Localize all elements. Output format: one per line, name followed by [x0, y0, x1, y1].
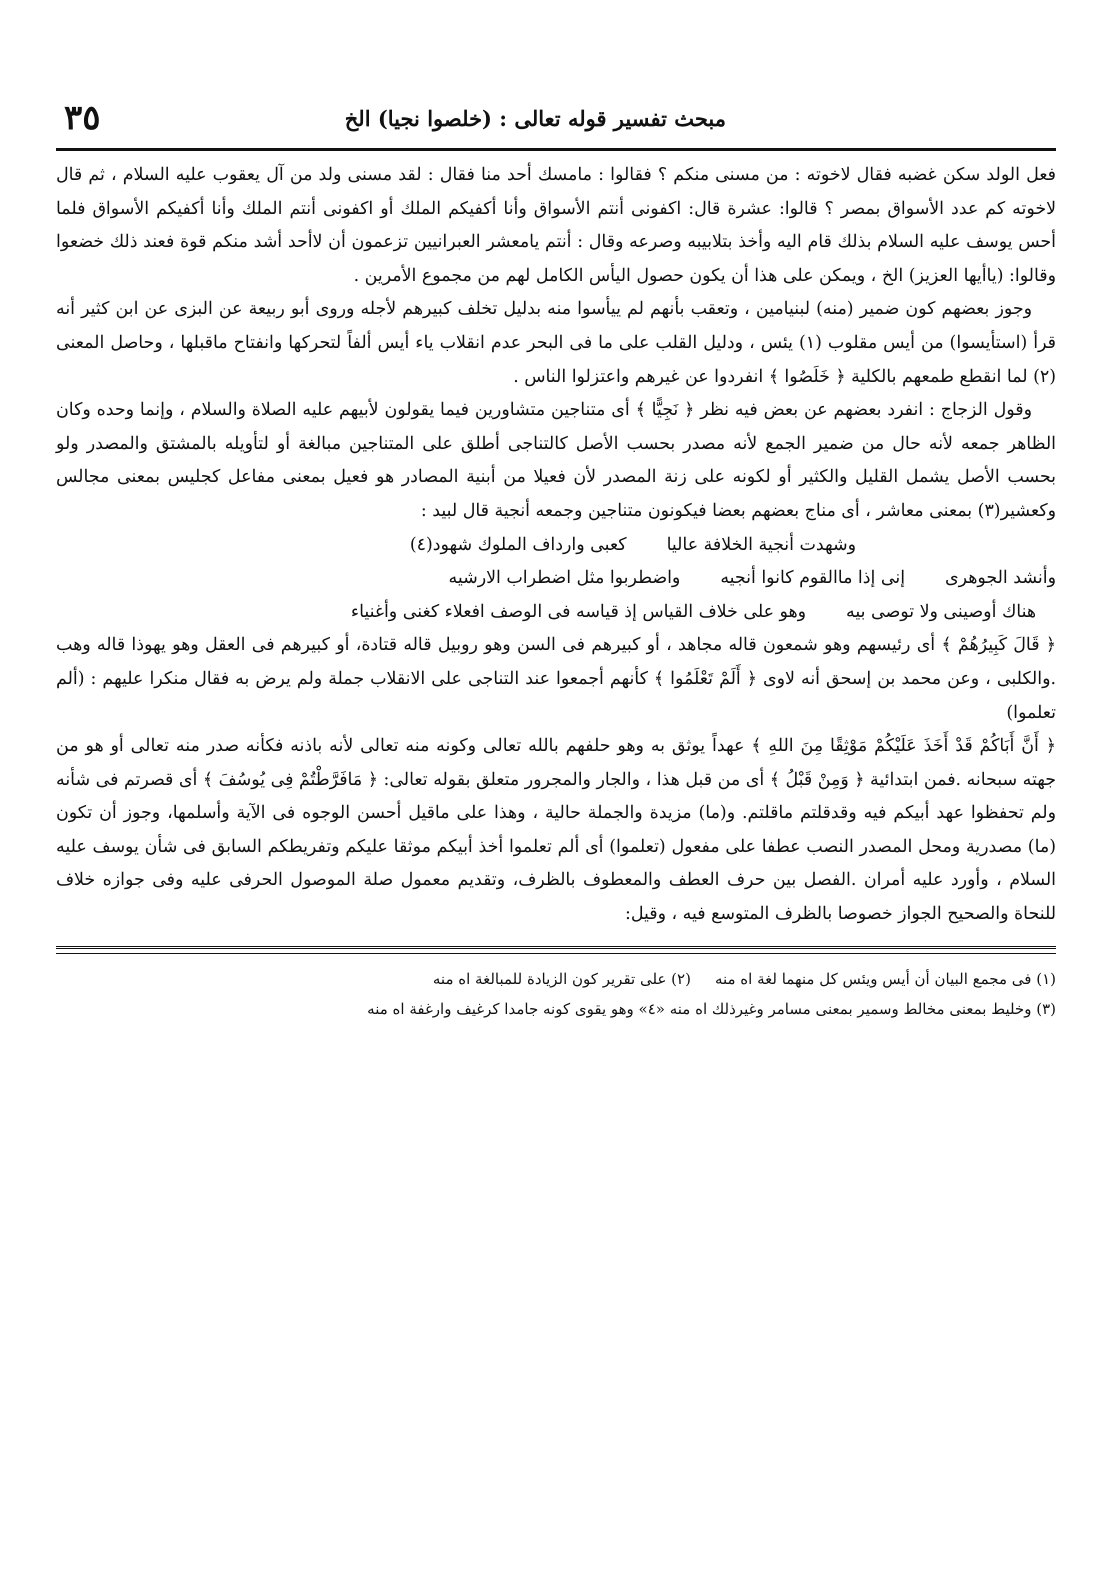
- paragraph: وجوز بعضهم كون ضمير (منه) لبنيامين ، وتعقب بأنهم لم ييأسوا منه بدليل تخلف كبيرهم لأجله وروى أبو ربيعة عن البزى عن ابن كثير أنه قرأ (استأيسوا) من أيس مقلوب (١) يئس ، ودليل القلب على ما فى البحر عدم انقلاب ياء أيس ألفاً لتحركها وانفتاح ماقبلها ، وحاصل المعنى (٢) لما انقطع طمعهم بالكلية ﴿ خَلَصُوا ﴾ انفردوا عن غيرهم واعتزلوا الناس .: [56, 299, 1056, 387]
- verse-line: [56, 596, 1056, 630]
- page-header: [56, 100, 1056, 151]
- paragraph: فعل الولد سكن غضبه فقال لاخوته : من مسنى منكم ؟ فقالوا : مامسك أحد منا فقال : لقد مسنى ولد من آل يعقوب عليه السلام ، ثم قال لاخوته كم عدد الأسواق بمصر ؟ قالوا: عشرة قال: اكفونى أنتم الأسواق وأنا أكفيكم الملك أو اكفونى أنتم الملك وأنا أكفيكم الأسواق فلما أحس يوسف عليه السلام بذلك قام اليه وأخذ بتلابيبه وصرعه وقال : أنتم يامعشر العبرانيين تزعمون أن لاأحد أشد منكم قوة فعند ذلك خضعوا وقالوا: (ياأيها العزيز) الخ ، ويمكن على هذا أن يكون حصول اليأس الكامل لهم من مجموع الأمرين .: [56, 165, 1056, 286]
- hemistich: كعبى وارداف الملوك شهود(٤): [409, 534, 627, 555]
- footnote-line: [56, 994, 1056, 1024]
- verse-line: [56, 529, 1056, 563]
- footnote: (٣) وخليط بمعنى مخالط وسمير بمعنى مسامر وغيرذلك اه منه «٤» وهو يقوى كونه جامدا كرغيف وارغفة اه منه: [367, 999, 1056, 1018]
- page-number: ٣٥: [64, 98, 101, 138]
- commentary: وهو على خلاف القياس إذ قياسه فى الوصف افعلاء كغنى وأغنياء: [350, 601, 807, 622]
- footnotes: [56, 964, 1056, 1024]
- main-text: [56, 159, 1056, 932]
- document-page: [56, 100, 1056, 1520]
- verse-intro: وأنشد الجوهرى: [945, 568, 1056, 589]
- hemistich: وشهدت أنجية الخلافة عاليا: [666, 534, 856, 555]
- paragraph: ﴿ قَالَ كَبِيرُهُمْ ﴾ أى رئيسهم وهو شمعون قاله مجاهد ، أو كبيرهم فى السن وهو روبيل قاله قتادة، أو كبيرهم فى العقل وهو يهوذا قاله وهب .والكلبى ، وعن محمد بن إسحق أنه لاوى ﴿ أَلَمْ تَعْلَمُوا ﴾ كأنهم أجمعوا عند التناجى على الانقلاب جملة ولم يرض به فقال منكرا عليهم : (ألم تعلموا): [56, 635, 1056, 723]
- hemistich: واضطربوا مثل اضطراب الارشيه: [448, 568, 681, 589]
- footnote-line: [56, 964, 1056, 994]
- poetry-block: [56, 529, 1056, 630]
- footnote: (١) فى مجمع البيان أن أيس ويئس كل منهما لغة اه منه: [714, 969, 1056, 988]
- hemistich: إنى إذا ماالقوم كانوا أنجيه: [720, 568, 906, 589]
- footnote: (٢) على تقرير كون الزيادة للمبالغة اه منه: [432, 969, 691, 988]
- paragraph: ﴿ أَنَّ أَبَاكُمْ قَدْ أَخَذَ عَلَيْكُمْ مَوْثِقًا مِنَ اللهِ ﴾ عهداً يوثق به وهو حلفهم بالله تعالى وكونه منه تعالى لأنه باذنه فكأنه صدر منه تعالى أو هو من جهته سبحانه .فمن ابتدائية ﴿ وَمِنْ قَبْلُ ﴾ أى من قبل هذا ، والجار والمجرور متعلق بقوله تعالى: ﴿ مَافَرَّطْتُمْ فِى يُوسُفَ ﴾ أى قصرتم فى شأنه ولم تحفظوا عهد أبيكم فيه وقدقلتم ماقلتم. و(ما) مزيدة والجملة حالية ، وهذا على ماقيل أحسن الوجوه فى الآية وأسلمها، وجوز أن تكون (ما) مصدرية ومحل المصدر النصب عطفا على مفعول (تعلموا) أى ألم تعلموا أخذ أبيكم موثقا عليكم وتفريطكم السابق فى شأن يوسف عليه السلام ، وأورد عليه أمران .الفصل بين حرف العطف والمعطوف بالظرف، وتقديم معمول صلة الموصول الحرفى عليه وفى جوازه خلاف للنحاة والصحيح الجواز خصوصا بالظرف المتوسع فيه ، وقيل:: [56, 736, 1056, 925]
- paragraph: وقول الزجاج : انفرد بعضهم عن بعض فيه نظر ﴿ نَجِيًّا ﴾ أى متناجين متشاورين فيما يقولون لأبيهم عليه الصلاة والسلام ، وإنما وحده وكان الظاهر جمعه لأنه حال من ضمير الجمع لأنه مصدر بحسب الأصل كالتناجى أطلق على المتناجين مبالغة أو لتأويله بالمشتق والمصدر ولو بحسب الأصل يشمل القليل والكثير أو لكونه على زنة المصدر لأن فعيلا من أبنية المصادر هو فعيل بمعنى مفاعل كجليس بمعنى مجالس وكعشير(٣) بمعنى معاشر ، أى مناج بعضهم بعضا فيكونون متناجين وجمعه أنجية قال لبيد :: [56, 400, 1056, 521]
- hemistich: هناك أوصينى ولا توصى بيه: [846, 601, 1036, 622]
- footnote-divider: [56, 946, 1056, 954]
- verse-line: [56, 562, 1056, 596]
- running-title: مبحث تفسير قوله تعالى : (خلصوا نجيا) الخ: [344, 106, 726, 131]
